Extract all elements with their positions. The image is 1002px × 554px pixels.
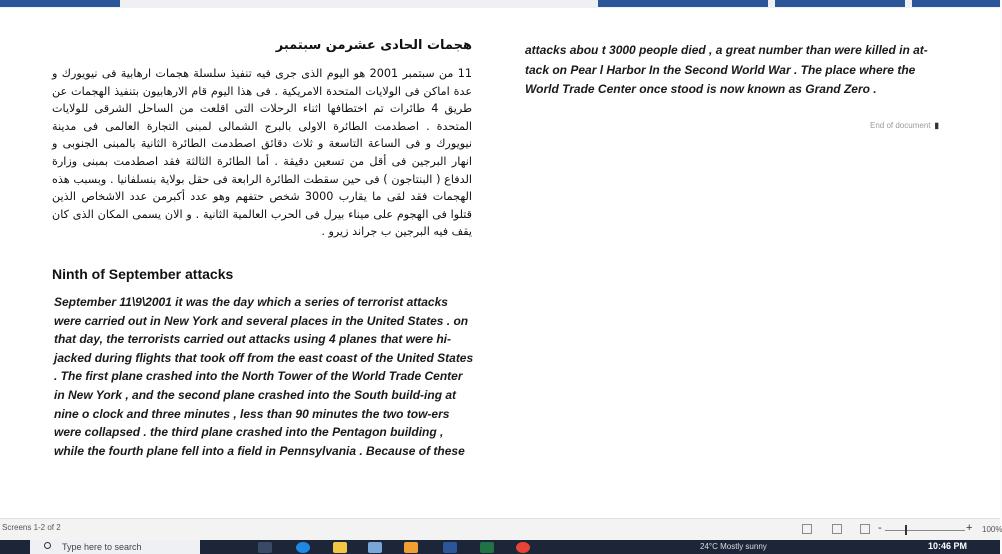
ribbon-segment [775,0,905,7]
zoom-slider-thumb[interactable] [905,525,907,535]
zoom-level[interactable]: 100% [982,525,1002,534]
ribbon-segment [912,0,1000,7]
taskbar-search[interactable] [30,540,200,554]
screens-count: Screens 1-2 of 2 [2,523,61,532]
clock[interactable]: 10:46 PM [928,541,968,551]
arabic-paragraph: 11 من سبتمبر 2001 هو اليوم الذى جرى فيه تنفيذ سلسلة هجمات ارهابية فى نيويورك و عدة اماكن فى الولايات المتحدة الامريكية . فى هذا اليوم قام الارهابيون بتنفيذ الهجمات عن طريق 4 طائرات تم اختطافها اثناء الرحلات التى اقلعت من الساحل الشرقى للولايات المتحدة . اصطدمت الطائرة الاولى بالبرج الشمالى لمبنى التجارة العالمى فى مدينة نيويورك و فى الساعة التاسعة و ثلاث دقائق اصطدمت الطائرة الثانية بالمبنى الجنوبى و انهار البرجين فى أقل من تسعين دقيقة . أما الطائرة الثالثة فقد اصطدمت بمبنى وزارة الدفاع ( البنتاجون ) فى حين سقطت الطائرة الرابعة فى حقل بولاية بنسلفانيا . وبسبب هذه الهجمات فقد لقى ما يقارب 3000 شخص حتفهم وهو عدد أكبرمن عدد الاشخاص الذين قتلوا فى الهجوم على ميناء بيرل فى الحرب العالمية الثانية . و الان يسمى المكان الذى كان يقف فيه البرجين ب جراند زيرو . [52,67,472,239]
word-icon[interactable] [443,542,457,553]
document-page[interactable] [0,8,1000,518]
chrome-icon[interactable] [516,542,530,553]
search-placeholder: Type here to search [62,542,142,552]
english-paragraph: September 11\9\2001 it was the day which a series of terrorist attacks were carried out in New York and several places in the United States . on that day, the terrorists carried out attacks using 4 planes that were hi-jacked during flights that took off from the east coast of the United States . The first plane crashed into the North Tower of the World Trade Center in New York , and the second plane crashed into the South build-ing at nine o clock and three minutes , less than 90 minutes the two tow-ers were collapsed . the third plane crashed into the Pentagon building , while the fourth plane fell into a field in Pennsylvania . Because of these [54,295,474,458]
search-icon [44,542,51,549]
excel-icon[interactable] [480,542,494,553]
end-of-document-marker [870,121,939,130]
edge-icon[interactable] [296,542,310,553]
store-icon[interactable] [368,542,382,553]
read-mode-icon[interactable] [832,524,842,534]
print-layout-icon[interactable] [860,524,870,534]
weather-widget[interactable]: 24°C Mostly sunny [700,542,767,551]
zoom-slider[interactable] [885,530,965,531]
zoom-out-button[interactable]: - [878,522,882,534]
right-column [525,41,945,100]
english-title: Ninth of September attacks [52,266,234,282]
end-mark-icon: ▮ [934,121,939,130]
ribbon-segment [598,0,768,7]
file-explorer-icon[interactable] [333,542,347,553]
zoom-in-button[interactable]: + [966,522,973,534]
english-paragraph-continued: attacks abou t 3000 people died , a great number than were killed in at-tack on Pear l Harbor In the Second World War . The place where the World Trade Center once stood is now known as Grand Zero . [525,43,928,96]
end-of-document-label: End of document [870,121,931,130]
focus-icon[interactable] [802,524,812,534]
arabic-title: هجمات الحادى عشرمن سبتمبر [275,38,472,53]
ribbon-edge [0,0,1000,8]
left-column [52,38,472,241]
app-icon[interactable] [404,542,418,553]
ribbon-segment [0,0,120,7]
task-view-icon[interactable] [258,542,272,553]
status-bar [0,518,1000,541]
taskbar [0,540,1000,554]
